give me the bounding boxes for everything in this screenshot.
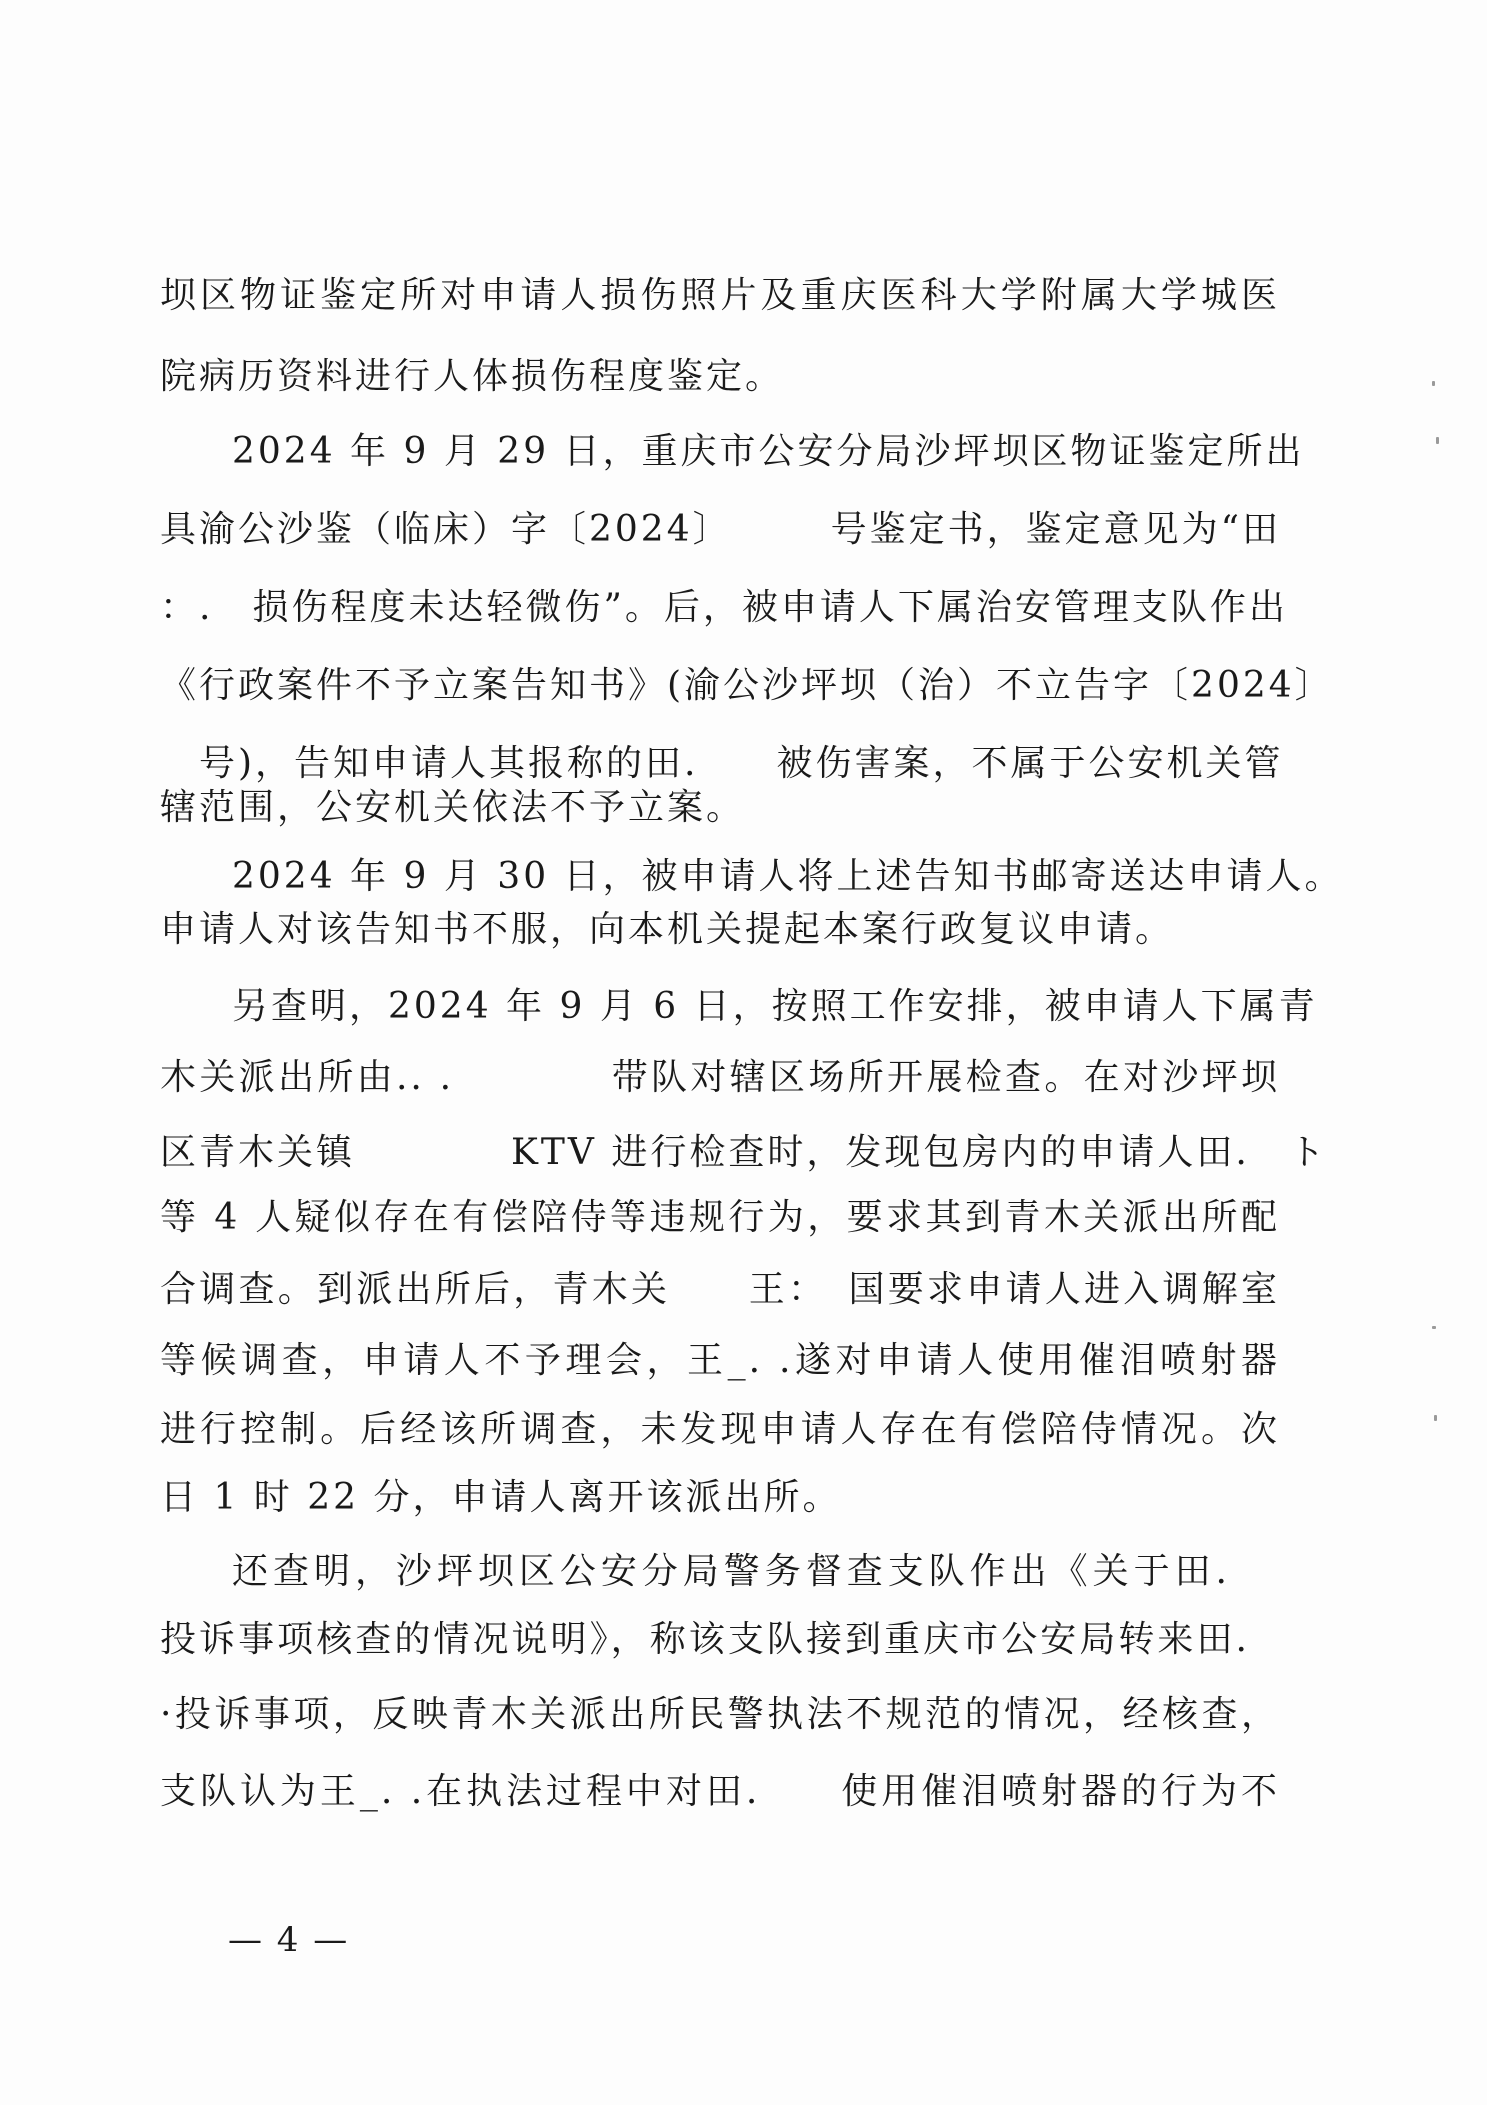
text-line-13: 区青木关镇 KTV 进行检查时，发现包房内的申请人田. ト	[160, 1132, 1328, 1173]
text-line-22: 支队认为王_. .在执法过程中对田. 使用催泪喷射器的行为不	[160, 1771, 1280, 1812]
text-line-11: 另查明，2024 年 9 月 6 日，按照工作安排，被申请人下属青	[232, 986, 1318, 1027]
text-line-9: 2024 年 9 月 30 日，被申请人将上述告知书邮寄送达申请人。	[232, 856, 1344, 897]
text-line-10: 申请人对该告知书不服，向本机关提起本案行政复议申请。	[160, 909, 1175, 950]
text-line-3: 2024 年 9 月 29 日，重庆市公安分局沙坪坝区物证鉴定所出	[232, 431, 1305, 472]
text-line-18: 日 1 时 22 分，申请人离开该派出所。	[160, 1477, 842, 1518]
text-line-16: 等候调查，申请人不予理会，王_. .遂对申请人使用催泪喷射器	[160, 1340, 1280, 1381]
text-line-14: 等 4 人疑似存在有偿陪侍等违规行为，要求其到青木关派出所配	[160, 1197, 1280, 1238]
text-line-5: ：. 损伤程度未达轻微伤”。后，被申请人下属治安管理支队作出	[160, 587, 1288, 628]
text-line-4: 具渝公沙鉴（临床）字〔2024〕 号鉴定书，鉴定意见为“田	[160, 509, 1282, 550]
text-line-6: 《行政案件不予立案告知书》(渝公沙坪坝（治）不立告字〔2024〕	[160, 665, 1334, 706]
scan-speck	[1432, 1326, 1436, 1329]
text-line-1: 坝区物证鉴定所对申请人损伤照片及重庆医科大学附属大学城医	[160, 275, 1280, 316]
scan-speck	[1432, 381, 1435, 386]
text-line-19: 还查明，沙坪坝区公安分局警务督查支队作出《关于田.	[232, 1551, 1230, 1592]
text-line-20: 投诉事项核查的情况说明》，称该支队接到重庆市公安局转来田.	[160, 1619, 1250, 1660]
text-line-17: 进行控制。后经该所调查，未发现申请人存在有偿陪侍情况。次	[160, 1409, 1280, 1450]
scan-speck	[1434, 1415, 1437, 1421]
text-line-7: 号)，告知申请人其报称的田. 被伤害案，不属于公安机关管	[160, 743, 1284, 784]
scan-speck	[1436, 437, 1439, 444]
page-number: — 4 —	[228, 1920, 350, 1960]
text-line-2: 院病历资料进行人体损伤程度鉴定。	[160, 356, 785, 397]
text-line-21: ·投诉事项，反映青木关派出所民警执法不规范的情况，经核查，	[160, 1694, 1280, 1735]
text-line-12: 木关派出所由.. . 带队对辖区场所开展检查。在对沙坪坝	[160, 1057, 1280, 1098]
text-line-15: 合调查。到派出所后，青木关 王： 国要求申请人进入调解室	[160, 1269, 1280, 1310]
text-line-8: 辖范围，公安机关依法不予立案。	[160, 787, 746, 828]
